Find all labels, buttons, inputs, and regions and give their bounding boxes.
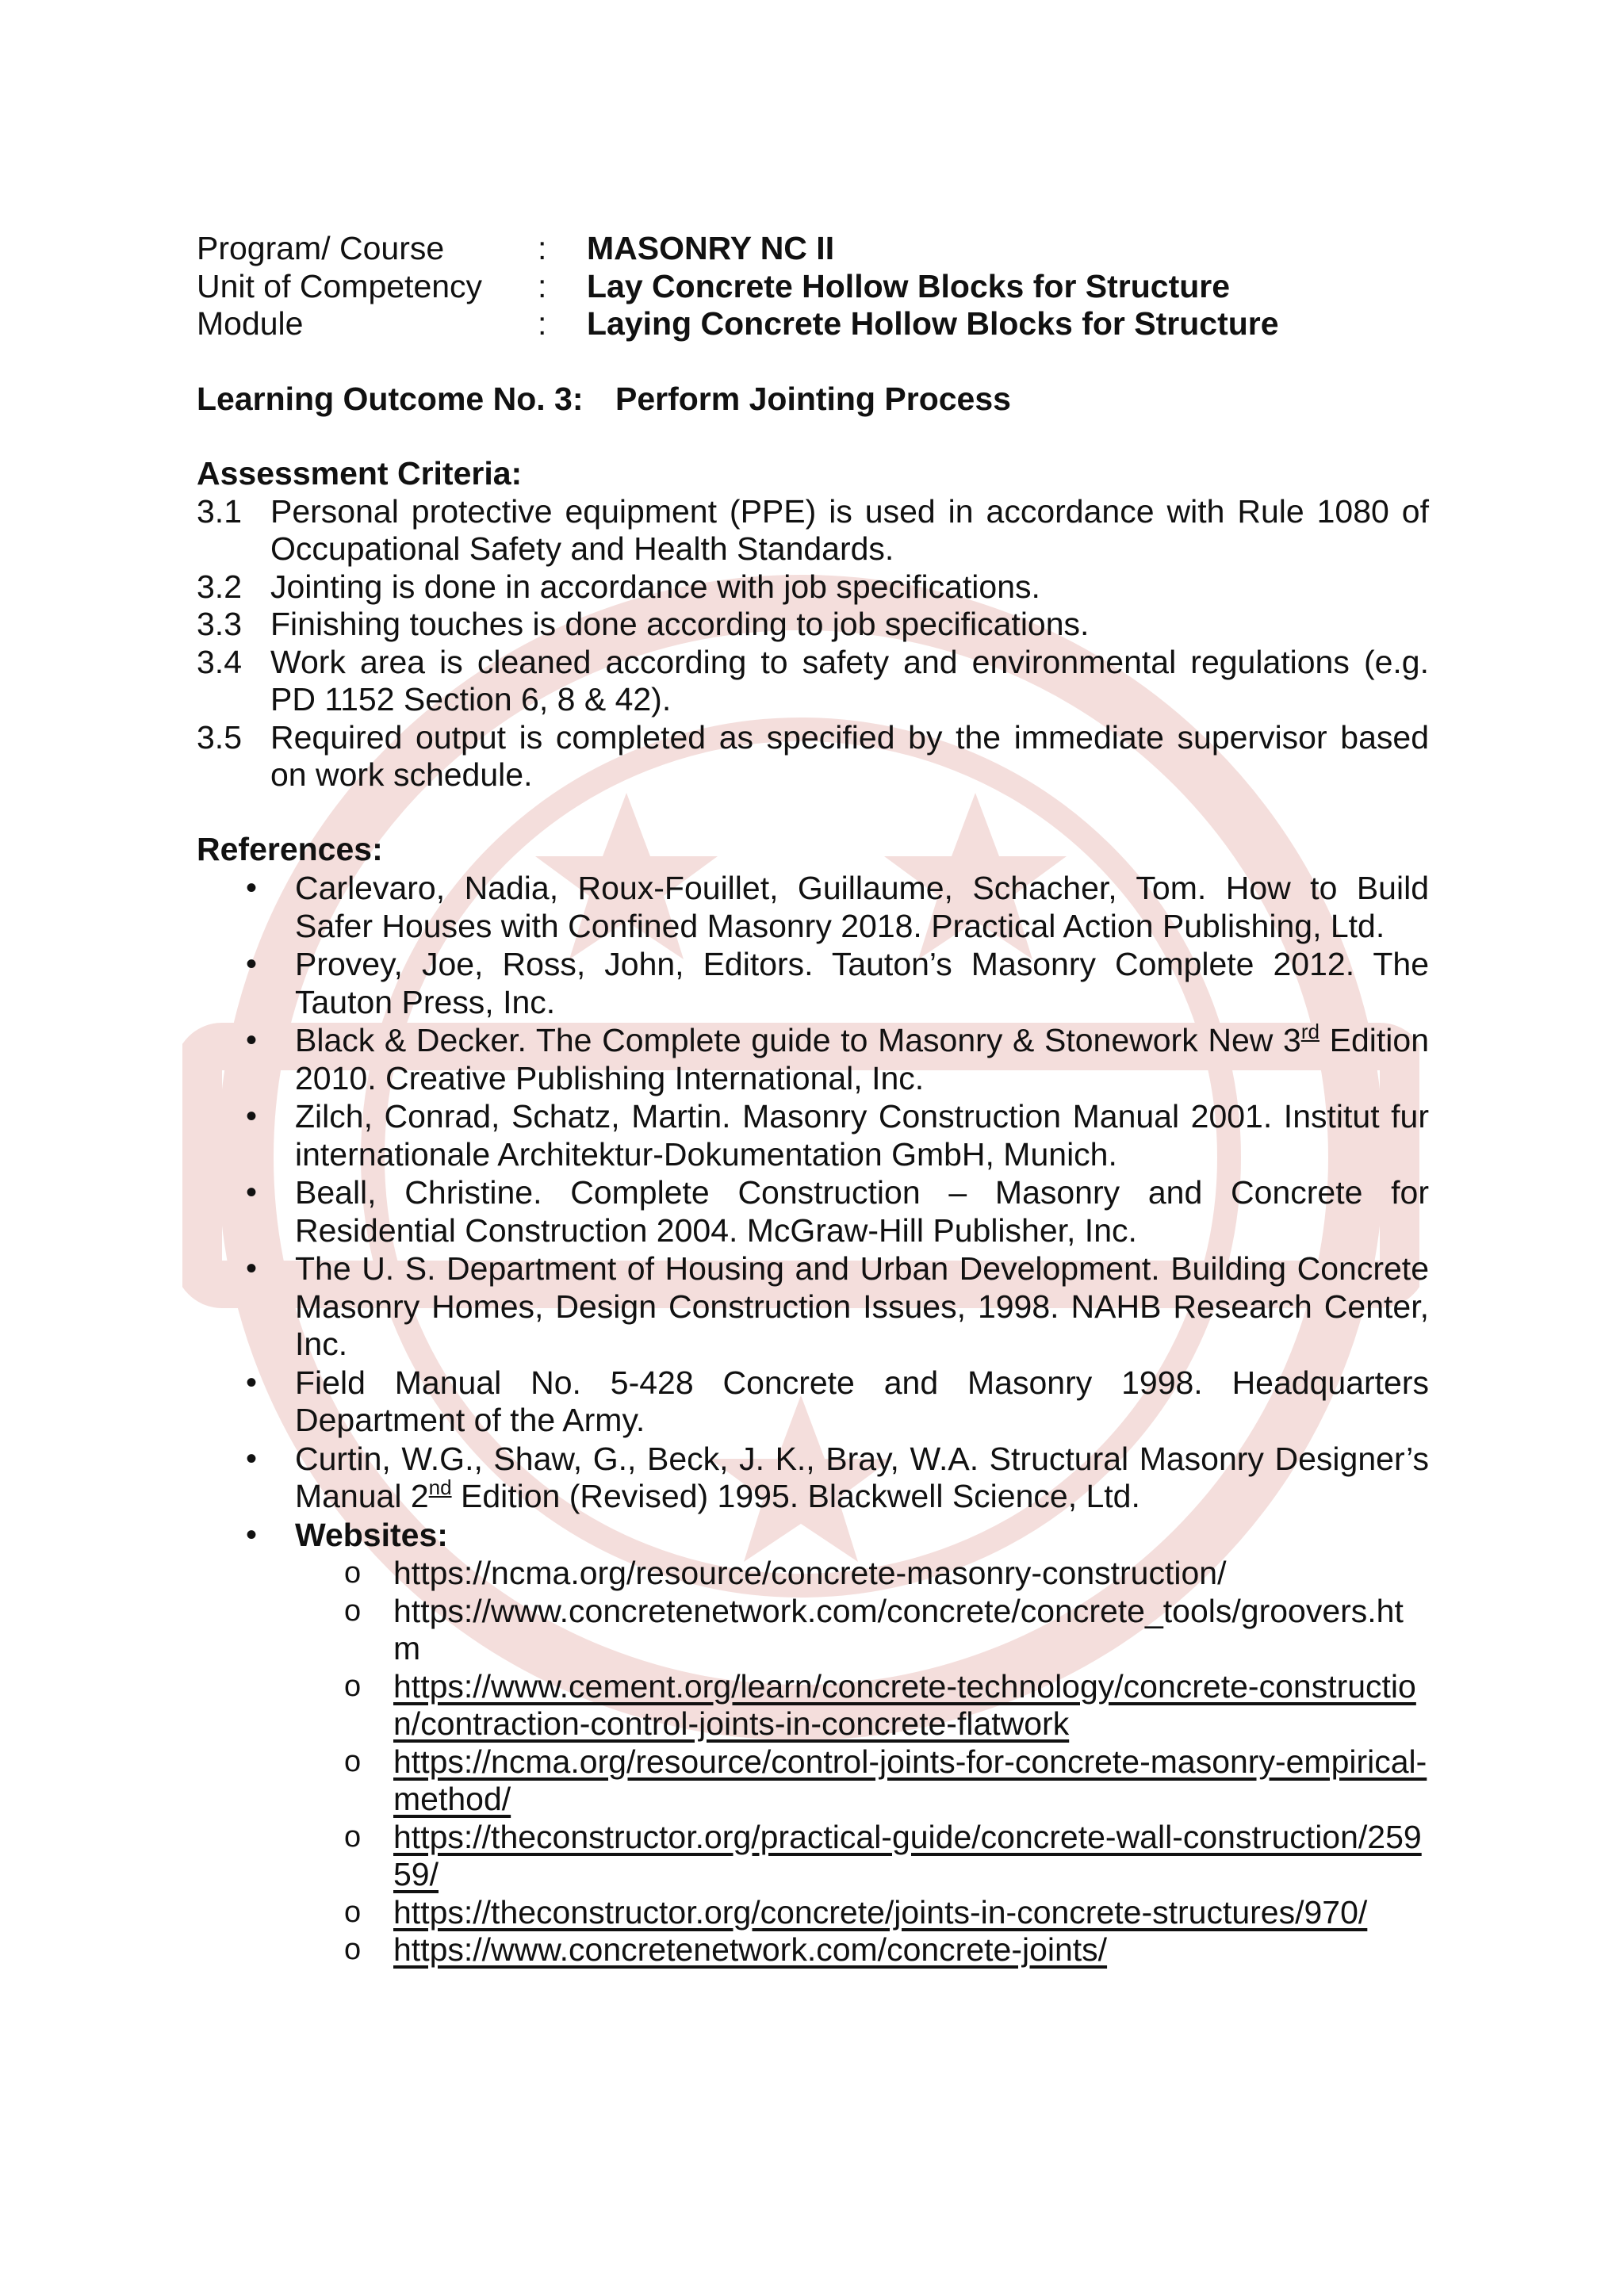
criteria-text: Required output is completed as specified by the immediate supervisor based on work schedule. xyxy=(270,718,1429,793)
website-item xyxy=(197,1894,1429,1932)
reference-item xyxy=(197,1364,1429,1440)
bullet-icon: • xyxy=(246,947,258,982)
criteria-text: Personal protective equipment (PPE) is used in accordance with Rule 1080 of Occupational Safety and Health Standards. xyxy=(270,492,1429,567)
reference-text: Provey, Joe, Ross, John, Editors. Tauton’s Masonry Complete 2012. The Tauton Press, Inc. xyxy=(295,946,1429,1020)
website-item xyxy=(197,1931,1429,1969)
website-item xyxy=(197,1743,1429,1819)
reference-item xyxy=(197,946,1429,1021)
reference-text: Carlevaro, Nadia, Roux-Fouillet, Guillaume, Schacher, Tom. How to Build Safer Houses with Confined Masonry 2018. Practical Action Publishing, Ltd. xyxy=(295,870,1429,944)
websites-list xyxy=(197,1555,1429,1969)
program-label: Program/ Course xyxy=(197,230,445,266)
bullet-icon: • xyxy=(246,1175,258,1210)
references-title: References: xyxy=(197,830,383,867)
criteria-item xyxy=(197,493,1429,568)
reference-text-part: Curtin, W.G., Shaw, G., Beck, J. K., Bray, W.A. Structural Masonry Designer’s Manual 2 xyxy=(295,1440,1429,1514)
unit-value: Lay Concrete Hollow Blocks for Structure xyxy=(587,267,1231,304)
criteria-item xyxy=(197,719,1429,794)
bullet-icon: • xyxy=(246,1251,258,1286)
reference-text: The U. S. Department of Housing and Urban Development. Building Concrete Masonry Homes, Design Construction Issues, 1998. NAHB Research Center, Inc. xyxy=(295,1250,1429,1362)
bullet-icon: • xyxy=(246,1364,258,1400)
program-value: MASONRY NC II xyxy=(587,230,835,266)
website-link[interactable]: https://theconstructor.org/practical-guide/concrete-wall-construction/25959/ xyxy=(393,1818,1422,1892)
reference-item xyxy=(197,870,1429,945)
criteria-text: Work area is cleaned according to safety and environmental regulations (e.g. PD 1152 Section 6, 8 & 42). xyxy=(270,643,1429,718)
website-url[interactable]: https://www.concretenetwork.com/concrete/concrete_tools/groovers.htm xyxy=(393,1592,1404,1667)
website-link[interactable]: https://www.concretenetwork.com/concrete-joints/ xyxy=(393,1931,1108,1968)
bullet-icon: • xyxy=(246,871,258,905)
website-link[interactable]: https://ncma.org/resource/control-joints-for-concrete-masonry-empirical-method/ xyxy=(393,1743,1427,1817)
circle-bullet-icon: o xyxy=(344,1744,362,1778)
assessment-criteria-title: Assessment Criteria: xyxy=(197,455,523,492)
reference-text: Zilch, Conrad, Schatz, Martin. Masonry Construction Manual 2001. Institut fur internationale Architektur-Dokumentation GmbH, Munich. xyxy=(295,1098,1429,1173)
reference-text xyxy=(295,1441,1429,1516)
course-header xyxy=(197,230,1429,343)
website-item xyxy=(197,1555,1429,1593)
assessment-criteria-list xyxy=(197,493,1429,794)
website-link[interactable]: https://theconstructor.org/concrete/joints-in-concrete-structures/970/ xyxy=(393,1893,1368,1931)
websites-label: Websites: xyxy=(295,1516,448,1553)
bullet-icon: • xyxy=(246,1441,258,1476)
reference-text: Field Manual No. 5-428 Concrete and Masonry 1998. Headquarters Department of the Army. xyxy=(295,1364,1429,1438)
reference-text-part: Black & Decker. The Complete guide to Masonry & Stonework New 3 xyxy=(295,1022,1301,1058)
criteria-text: Jointing is done in accordance with job specifications. xyxy=(270,568,1040,605)
colon: : xyxy=(538,267,547,304)
reference-text xyxy=(295,1022,1429,1097)
bullet-icon: • xyxy=(246,1517,258,1552)
website-item xyxy=(197,1668,1429,1743)
website-item xyxy=(197,1593,1429,1668)
circle-bullet-icon: o xyxy=(344,1669,362,1703)
document-page xyxy=(197,230,1429,1969)
website-url[interactable]: https://ncma.org/resource/concrete-masonry-construction/ xyxy=(393,1555,1227,1591)
header-row-module xyxy=(197,305,1429,343)
criteria-item xyxy=(197,644,1429,719)
reference-item xyxy=(197,1174,1429,1249)
website-item xyxy=(197,1819,1429,1894)
reference-text-part: Edition 2010. Creative Publishing International, Inc. xyxy=(295,1022,1429,1096)
learning-outcome xyxy=(197,381,1429,419)
criteria-number: 3.2 xyxy=(197,568,242,605)
bullet-icon: • xyxy=(246,1099,258,1134)
module-label: Module xyxy=(197,305,304,342)
superscript: rd xyxy=(1300,1020,1320,1043)
colon: : xyxy=(538,305,547,342)
circle-bullet-icon: o xyxy=(344,1820,362,1854)
unit-label: Unit of Competency xyxy=(197,267,483,304)
website-link[interactable]: https://www.cement.org/learn/concrete-technology/concrete-construction/contraction-control-joints-in-concrete-flatwork xyxy=(393,1667,1416,1742)
circle-bullet-icon: o xyxy=(344,1933,362,1966)
reference-item xyxy=(197,1441,1429,1516)
reference-text-part: Edition (Revised) 1995. Blackwell Science, Ltd. xyxy=(451,1478,1140,1514)
colon: : xyxy=(538,230,547,266)
learning-outcome-title: Perform Jointing Process xyxy=(615,380,1011,417)
learning-outcome-label: Learning Outcome No. 3: xyxy=(197,380,584,417)
criteria-item xyxy=(197,568,1429,607)
bullet-icon: • xyxy=(246,1023,258,1058)
superscript: nd xyxy=(428,1475,452,1499)
circle-bullet-icon: o xyxy=(344,1556,362,1590)
circle-bullet-icon: o xyxy=(344,1594,362,1628)
reference-text: Beall, Christine. Complete Construction – Masonry and Concrete for Residential Construction 2004. McGraw-Hill Publisher, Inc. xyxy=(295,1174,1429,1249)
circle-bullet-icon: o xyxy=(344,1895,362,1929)
criteria-number: 3.4 xyxy=(197,643,242,680)
criteria-number: 3.3 xyxy=(197,606,242,642)
module-value: Laying Concrete Hollow Blocks for Structure xyxy=(587,305,1279,342)
reference-item xyxy=(197,1098,1429,1173)
references-section xyxy=(197,831,1429,1969)
criteria-number: 3.5 xyxy=(197,718,242,756)
header-row-unit xyxy=(197,268,1429,306)
header-row-program xyxy=(197,230,1429,268)
reference-item xyxy=(197,1250,1429,1364)
criteria-number: 3.1 xyxy=(197,492,242,530)
criteria-item xyxy=(197,606,1429,644)
references-list xyxy=(197,870,1429,1969)
reference-item xyxy=(197,1022,1429,1097)
websites-item xyxy=(197,1517,1429,1555)
criteria-text: Finishing touches is done according to job specifications. xyxy=(270,606,1090,642)
